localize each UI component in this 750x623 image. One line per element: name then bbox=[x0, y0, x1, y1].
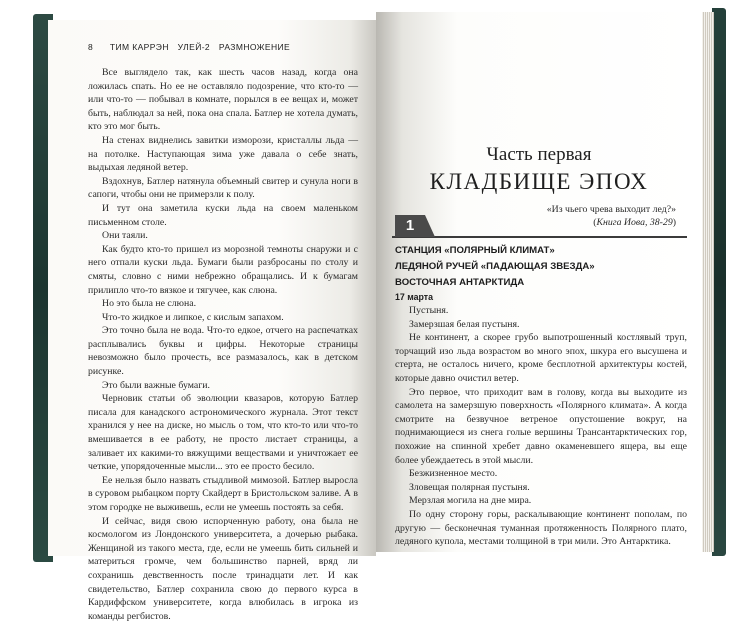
paragraph: Мерзлая могила на дне мира. bbox=[409, 495, 532, 507]
paragraph: Вздохнув, Батлер натянула объемный свитер и сунула ноги в сапоги, чтобы они не примерзли к полу. bbox=[88, 175, 358, 201]
paragraph: Все выглядело так, как шесть часов назад, когда она ложилась спать. Но ее не оставляло подозрение, что кто-то — или что-то — побывал в комнате, порылся в ее вещах и, может быть, наблюдал за ней, пока она спала. Батлер не хотела думать, кто это мог быть. bbox=[88, 67, 358, 133]
paragraph: Черновик статьи об эволюции квазаров, которую Батлер писала для канадского астрономического журнала. Этот текст хранился у нее на диске, но мысль о том, что кто-то или что-то вмешивается в ее работу, не просто листает страницы, а заливает их какими-то вяжущими веществами и уничтожает ее четкие, упорядоченные мысли... это ее просто бесило. bbox=[88, 393, 358, 473]
paragraph: Они таяли. bbox=[102, 230, 148, 242]
running-header bbox=[88, 42, 290, 52]
epigraph-quote: «Из чьего чрева выходит лед?» bbox=[546, 204, 676, 215]
epigraph: «Из чьего чрева выходит лед?» (Книга Иова, 38-29) bbox=[546, 204, 676, 228]
header-book-title: РАЗМНОЖЕНИЕ bbox=[218, 42, 291, 52]
epigraph-source: Книга Иова, 38-29 bbox=[596, 217, 673, 228]
paragraph: По одну сторону горы, раскалывающие континент пополам, по другую — бесконечная туманная протяженность Полярного плато, ледяного купола, местами толщиной в три мили. Это Антарктика. bbox=[395, 508, 687, 548]
chapter-date: 17 марта bbox=[395, 292, 433, 303]
left-page bbox=[48, 20, 376, 622]
part-title: КЛАДБИЩЕ ЭПОХ bbox=[429, 169, 649, 194]
part-label: Часть первая bbox=[486, 144, 592, 165]
paragraph: Безжизненное место. bbox=[409, 468, 498, 480]
paragraph: Ее нельзя было назвать стыдливой мимозой. Батлер выросла в суровом рыбацком порту Скайдерт в Бристольском заливе. А в этом городке не выживешь, если не умеешь постоять за себя. bbox=[88, 474, 358, 513]
paragraph: И сейчас, видя свою испорченную работу, она была не космологом из Лондонского университета, а дочерью рыбака. Женщиной из такого места, где, если не умеешь бить сильней и материться громче, чем большинство парней, вряд ли сохранишь девственность после тринадцати лет. И как свидетельство, Батлер сохранила свою до первого курса в Кардиффском университете, когда влюбилась в игрока из команды регбистов. bbox=[88, 515, 358, 622]
left-page-text bbox=[88, 66, 358, 623]
heading-line: ВОСТОЧНАЯ АНТАРКТИДА bbox=[395, 276, 525, 288]
paragraph: Зловещая полярная пустыня. bbox=[409, 481, 530, 493]
paragraph: И тут она заметила куски льда на своем маленьком письменном столе. bbox=[88, 202, 358, 228]
header-author: ТИМ КАРРЭН bbox=[109, 42, 169, 52]
book-cover-right-edge bbox=[712, 8, 726, 556]
chapter-divider bbox=[392, 226, 687, 238]
paragraph: Это точно была не вода. Что-то едкое, отчего на распечатках расплывались буквы и цифры. Некоторые страницы невозможно было прочесть, все размазалось, как в детском рисунке. bbox=[88, 325, 358, 378]
heading-line: ЛЕДЯНОЙ РУЧЕЙ «ПАДАЮЩАЯ ЗВЕЗДА» bbox=[395, 260, 595, 272]
header-series: УЛЕЙ-2 bbox=[177, 42, 211, 52]
paragraph: Но это была не слюна. bbox=[102, 298, 197, 310]
paragraph: На стенах виднелись завитки изморози, кристаллы льда — на потолке. Наступающая зима уже давала о себе знать, выдыхая ледяной ветер. bbox=[88, 134, 358, 174]
chapter-heading bbox=[395, 243, 690, 306]
page-edges bbox=[700, 12, 714, 552]
paragraph: Замерзшая белая пустыня. bbox=[409, 318, 520, 330]
right-page-text bbox=[395, 304, 687, 549]
page-number: 8 bbox=[88, 42, 94, 52]
paragraph: Как будто кто-то пришел из морозной темноты снаружи и с него отпали куски льда. Бумаги были разбросаны по столу и смяты, словно с ними небрежно обращались. И к бумагам прилипло что-то вязкое и тягучее, как слюна. bbox=[88, 243, 358, 296]
paragraph: Пустыня. bbox=[409, 305, 449, 316]
right-page bbox=[376, 12, 702, 552]
paragraph: Это первое, что приходит вам в голову, когда вы выходите из самолета на замерзшую поверхность «Полярного климата». А когда смотрите на безвучное ветреное опустошение вокруг, на поднимающиеся из снега голые вершины Трансантарктических гор, похожие на спинной хребет давно окаменевшего ящера, вы еще более убеждаетесь в этой мысли. bbox=[395, 386, 687, 466]
paragraph: Это были важные бумаги. bbox=[102, 379, 210, 391]
chapter-number-badge: 1 bbox=[395, 215, 425, 237]
heading-line: СТАНЦИЯ «ПОЛЯРНЫЙ КЛИМАТ» bbox=[395, 245, 555, 256]
paragraph: Не континент, а скорее грубо выпотрошенный костлявый труп, торчащий изо льда возрастом во много эпох, шкура его высушена и стерта, не осталось ничего, кроме бесплотной архитектуры костей, которые давно очистил ветер. bbox=[395, 332, 687, 384]
paragraph: Что-то жидкое и липкое, с кислым запахом. bbox=[102, 311, 284, 323]
